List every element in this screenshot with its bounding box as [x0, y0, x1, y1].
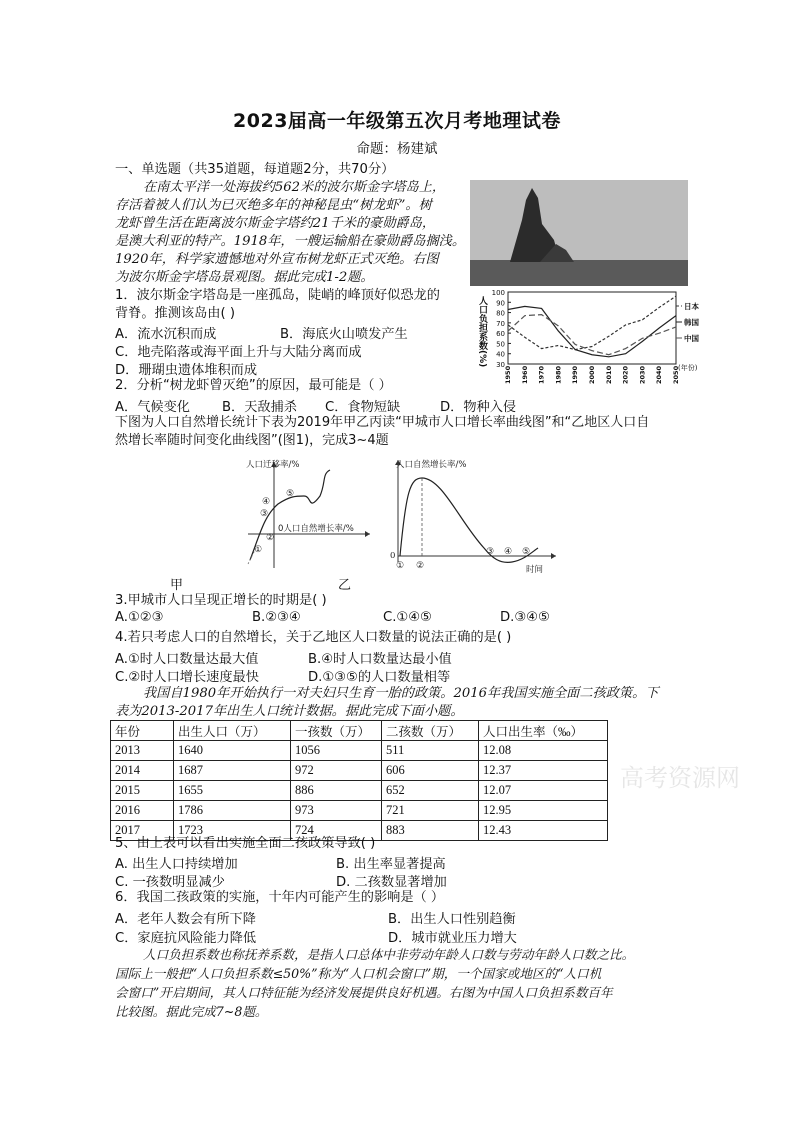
jia-point-3: ③	[260, 509, 269, 519]
q3-option-b[interactable]: B.②③④	[252, 610, 301, 625]
q5-option-c[interactable]: C. 一孩数明显减少	[115, 875, 225, 890]
y-tick-label: 70	[496, 319, 505, 328]
q2-option-d[interactable]: D．物种入侵	[440, 400, 517, 415]
y-tick-label: 80	[496, 309, 505, 318]
x-tick-label: 2040	[655, 365, 664, 384]
yi-point-5: ⑤	[522, 547, 531, 557]
table-row: 2017 1723 724 883 12.43	[111, 821, 608, 841]
yi-point-1: ①	[396, 561, 405, 571]
x-tick-label: 2050	[672, 365, 680, 384]
section-heading: 一、单选题（共35道题，每道题2分，共70分）	[115, 162, 395, 177]
x-tick-label: 2000	[588, 365, 596, 384]
q4-option-d[interactable]: D.①③⑤的人口数量相等	[308, 670, 451, 685]
birth-data-table	[110, 720, 608, 841]
table-row: 2014 1687 972 606 12.37	[111, 761, 608, 781]
dependency-ratio-chart	[470, 286, 718, 386]
q1-option-c[interactable]: C．地壳陷落或海平面上升与大陆分离而成	[115, 345, 362, 360]
yi-xlabel: 时间	[526, 565, 544, 574]
legend-label: 中国	[684, 334, 699, 343]
figure-yi	[388, 452, 563, 574]
table-row: 2016 1786 973 721 12.95	[111, 801, 608, 821]
x-tick-label: 1980	[554, 365, 563, 384]
jia-xlabel: 0人口自然增长率/%	[278, 524, 354, 534]
legend-label: 韩国	[684, 318, 699, 327]
q1-option-a[interactable]: A．流水沉积而成	[115, 327, 217, 342]
author-line: 命题：杨建斌	[356, 141, 438, 157]
page-title: 2023届高一年级第五次月考地理试卷	[233, 110, 561, 132]
yi-point-2: ②	[416, 561, 425, 571]
jia-point-2: ②	[266, 533, 275, 543]
x-tick-label: 1950	[504, 365, 512, 384]
figure-jia-caption: 甲	[170, 578, 184, 593]
q6-option-c[interactable]: C．家庭抗风险能力降低	[115, 931, 257, 946]
q6-option-b[interactable]: B．出生人口性别趋衡	[388, 912, 516, 927]
q1-option-b[interactable]: B．海底火山喷发产生	[280, 327, 408, 342]
col-first-child: 一孩数（万）	[291, 721, 382, 741]
q3-option-c[interactable]: C.①④⑤	[383, 610, 432, 625]
col-second-child: 二孩数（万）	[382, 721, 479, 741]
table-header-row	[111, 721, 608, 741]
figure-yi-caption: 乙	[338, 578, 352, 593]
q2-option-a[interactable]: A．气候变化	[115, 400, 190, 415]
q5-option-b[interactable]: B. 出生率显著提高	[336, 857, 446, 872]
yi-origin: 0	[390, 551, 396, 561]
yi-point-4: ④	[504, 547, 513, 557]
x-axis-label: (年份)	[678, 364, 698, 372]
y-tick-label: 30	[496, 361, 505, 369]
natural-growth-curve	[388, 452, 563, 574]
q4-option-a[interactable]: A.①时人口数量达最大值	[115, 652, 259, 667]
migration-curve	[238, 452, 378, 572]
y-tick-label: 40	[496, 350, 505, 359]
yi-ylabel: 人口自然增长率/%	[396, 460, 467, 470]
x-tick-label: 1990	[571, 365, 580, 384]
y-tick-label: 90	[496, 299, 505, 308]
ball-pyramid-image	[470, 180, 688, 288]
x-tick-label: 2030	[638, 365, 647, 384]
jia-point-4: ④	[262, 497, 271, 507]
q5-option-d[interactable]: D. 二孩数显著增加	[336, 875, 447, 890]
q5-option-a[interactable]: A. 出生人口持续增加	[115, 857, 238, 872]
yi-point-3: ③	[486, 547, 495, 557]
y-tick-label: 60	[496, 330, 505, 339]
x-tick-label: 2010	[604, 365, 613, 384]
figure-jia	[238, 452, 378, 572]
x-tick-label: 1960	[520, 365, 529, 384]
dependency-chart	[470, 286, 718, 386]
legend-label: 日本	[684, 302, 699, 311]
q4-option-b[interactable]: B.④时人口数量达最小值	[308, 652, 452, 667]
q3-option-a[interactable]: A.①②③	[115, 610, 164, 625]
island-photo	[470, 180, 688, 288]
x-tick-label: 2020	[621, 365, 630, 384]
x-tick-label: 1970	[537, 365, 546, 384]
y-tick-label: 100	[491, 289, 505, 297]
col-year: 年份	[111, 721, 174, 741]
y-tick-label: 50	[496, 340, 505, 349]
jia-ylabel: 人口迁移率/%	[246, 460, 300, 470]
q6-option-d[interactable]: D．城市就业压力增大	[388, 931, 517, 946]
col-births: 出生人口（万）	[174, 721, 291, 741]
watermark: 高考资源网	[620, 764, 740, 792]
jia-point-1: ①	[254, 545, 263, 555]
q6-option-a[interactable]: A．老年人数会有所下降	[115, 912, 256, 927]
q1-option-d[interactable]: D．珊瑚虫遗体堆积而成	[115, 363, 258, 378]
q3-option-d[interactable]: D.③④⑤	[500, 610, 550, 625]
chart-y-label: 人口负担系数(%)	[477, 296, 487, 368]
q2-option-c[interactable]: C．食物短缺	[325, 400, 401, 415]
q2-option-b[interactable]: B．天敌捕杀	[222, 400, 297, 415]
q4-option-c[interactable]: C.②时人口增长速度最快	[115, 670, 259, 685]
col-birth-rate: 人口出生率（‰）	[479, 721, 608, 741]
jia-point-5: ⑤	[286, 489, 295, 499]
table-row: 2013 1640 1056 511 12.08	[111, 741, 608, 761]
table-row: 2015 1655 886 652 12.07	[111, 781, 608, 801]
